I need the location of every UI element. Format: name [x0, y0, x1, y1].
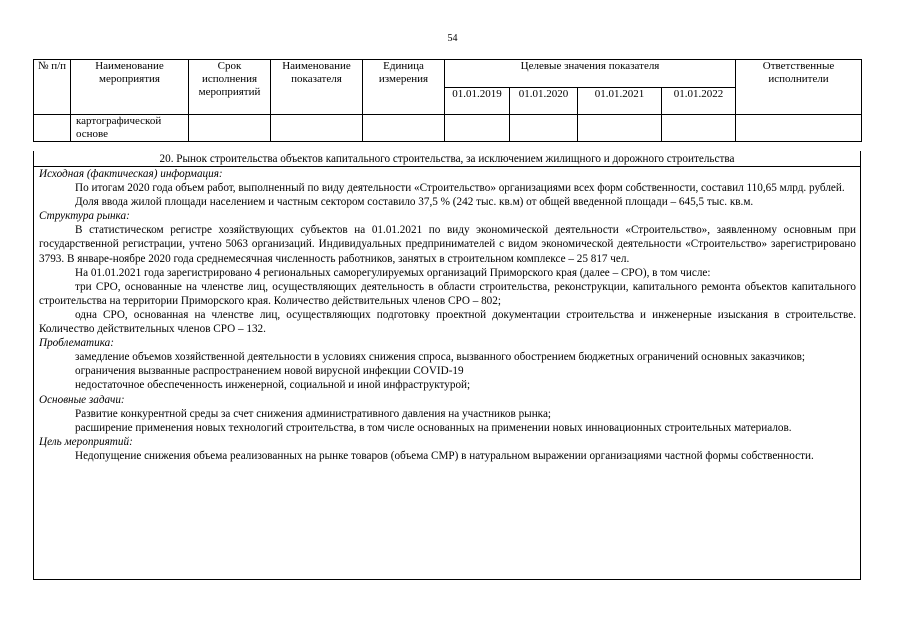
problems-label: Проблематика: — [39, 337, 114, 350]
paragraph: расширение применения новых технологий строительства, в том числе основанных на применении новых инновационных строительных материалов. — [75, 421, 792, 434]
paragraph: замедление объемов хозяйственной деятельности в условиях снижения спроса, вызванного обострением бюджетных ограничений основных заказчиков; — [75, 351, 805, 364]
col-header-target-values: Целевые значения показателя — [445, 60, 736, 88]
col-header-date-2021: 01.01.2021 — [578, 88, 662, 115]
market-section — [33, 151, 861, 580]
col-header-indicator-name: Наименование показателя — [271, 60, 363, 115]
col-header-num: № п/п — [34, 60, 71, 115]
paragraph: По итогам 2020 года объем работ, выполненный по виду деятельности «Строительство» организациями всех форм собственности, составил 110,65 млрд. рублей. — [75, 182, 845, 195]
cell-measure-name: картографической основе — [71, 115, 189, 142]
col-header-deadline: Срок исполнения мероприятий — [189, 60, 271, 115]
col-header-date-2020: 01.01.2020 — [510, 88, 578, 115]
tasks-label: Основные задачи: — [39, 393, 125, 406]
page-number: 54 — [447, 33, 458, 44]
paragraph: одна СРО, основанная на членстве лиц, осуществляющих подготовку проектной документации строительства и инженерные изыскания в строительстве. Количество действительных членов СРО – 132. — [39, 308, 856, 336]
goal-label: Цель мероприятий: — [39, 435, 133, 448]
measures-table-header — [33, 59, 862, 142]
paragraph: Доля ввода жилой площади населением и частным сектором составило 37,5 % (242 тыс. кв.м) от общей введенной площади – 645,5 тыс. кв.м. — [75, 196, 754, 209]
section-title: 20. Рынок строительства объектов капитального строительства, за исключением жилищного и дорожного строительства — [34, 152, 860, 167]
initial-info-label: Исходная (фактическая) информация: — [39, 168, 223, 180]
paragraph: На 01.01.2021 года зарегистрировано 4 региональных саморегулируемых организаций Приморского края (далее – СРО), в том числе: — [75, 266, 711, 279]
paragraph: В статистическом регистре хозяйствующих субъектов на 01.01.2021 по виду экономической деятельности «Строительство», заявленному основным при государственной регистрации, учтено 5063 организаций. Индивидуальных предпринимателей с видом экономической деятельности «Строительство» зарегистрировано 3793. В январе-ноябре 2020 года среднемесячная численность работников, занятых в строительном комплексе – 25 817 чел. — [39, 224, 856, 265]
col-header-unit: Единица измерения — [363, 60, 445, 115]
paragraph: Недопущение снижения объема реализованных на рынке товаров (объема СМР) в натуральном выражении организациями частной формы собственности. — [75, 449, 814, 462]
paragraph: три СРО, основанные на членстве лиц, осуществляющих деятельность в области строительства, реконструкции, капитального ремонта объектов капитального строительства на территории Приморского края. Количество действительных членов СРО – 802; — [39, 280, 856, 307]
col-header-responsible: Ответственные исполнители — [736, 60, 862, 115]
table-row — [34, 115, 862, 142]
paragraph: недостаточное обеспеченность инженерной, социальной и иной инфраструктурой; — [75, 379, 471, 392]
paragraph: Развитие конкурентной среды за счет снижения административного давления на участников рынка; — [75, 407, 552, 420]
structure-label: Структура рынка: — [39, 210, 130, 223]
col-header-measure-name: Наименование мероприятия — [71, 60, 189, 115]
col-header-date-2019: 01.01.2019 — [445, 88, 510, 115]
col-header-date-2022: 01.01.2022 — [662, 88, 736, 115]
paragraph: ограничения вызванные распространением новой вирусной инфекции COVID-19 — [75, 365, 464, 378]
